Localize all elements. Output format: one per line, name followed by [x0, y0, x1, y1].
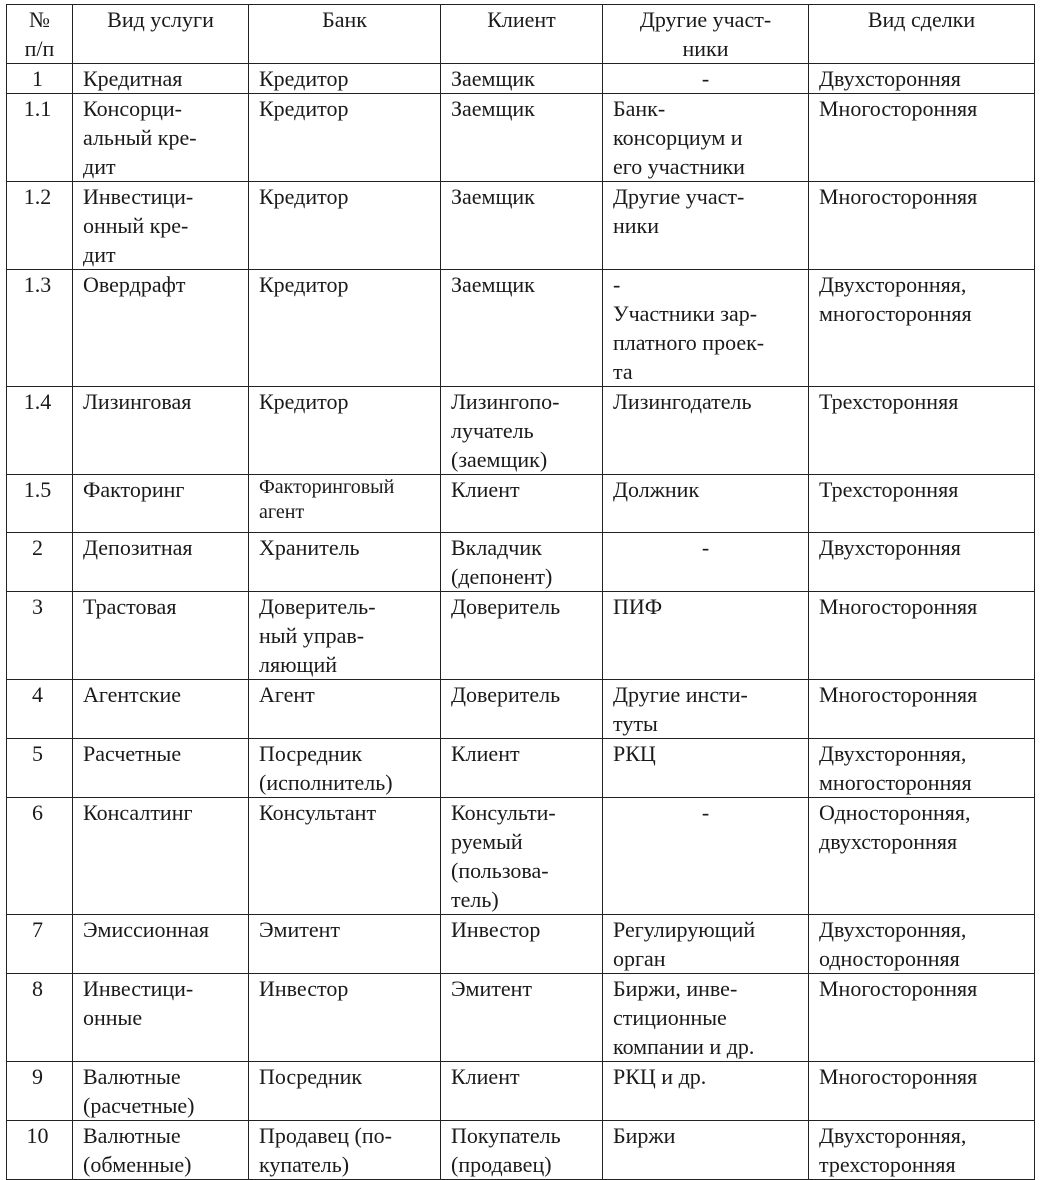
cell-deal: Односторонняя, двухсторонняя: [809, 798, 1035, 915]
cell-num: 1.2: [7, 182, 73, 270]
cell-deal: Многосторонняя: [809, 1062, 1035, 1121]
cell-others: Другие участ- ники: [603, 182, 809, 270]
cell-others: ПИФ: [603, 592, 809, 680]
cell-client: Лизингопо- лучатель (заемщик): [441, 387, 603, 475]
cell-client: Заемщик: [441, 64, 603, 94]
cell-service: Инвестици- онные: [73, 974, 249, 1062]
table-row: [7, 270, 1035, 387]
cell-bank: Продавец (по- купатель): [249, 1121, 441, 1180]
cell-num: 8: [7, 974, 73, 1062]
cell-others: РКЦ и др.: [603, 1062, 809, 1121]
cell-others: Регулирующий орган: [603, 915, 809, 974]
cell-num: 2: [7, 533, 73, 592]
cell-others: Должник: [603, 475, 809, 533]
cell-client: Доверитель: [441, 680, 603, 739]
header-num: № п/п: [7, 5, 73, 64]
cell-others: -: [603, 798, 809, 915]
cell-deal: Многосторонняя: [809, 94, 1035, 182]
cell-deal: Двухсторонняя, односторонняя: [809, 915, 1035, 974]
cell-deal: Многосторонняя: [809, 974, 1035, 1062]
cell-bank: Консультант: [249, 798, 441, 915]
cell-others: -: [603, 533, 809, 592]
cell-others: Банк- консорциум и его участники: [603, 94, 809, 182]
cell-bank: Кредитор: [249, 64, 441, 94]
cell-service: Валютные (обменные): [73, 1121, 249, 1180]
table-row: [7, 680, 1035, 739]
bank-services-table: [6, 4, 1035, 1180]
table-row: [7, 64, 1035, 94]
cell-service: Овердрафт: [73, 270, 249, 387]
cell-others: Другие инсти- туты: [603, 680, 809, 739]
table-row: [7, 94, 1035, 182]
header-service-type: Вид услуги: [73, 5, 249, 64]
cell-num: 1.4: [7, 387, 73, 475]
cell-bank: Кредитор: [249, 387, 441, 475]
cell-deal: Многосторонняя: [809, 182, 1035, 270]
cell-deal: Двухсторонняя: [809, 64, 1035, 94]
cell-deal: Многосторонняя: [809, 680, 1035, 739]
cell-service: Агентские: [73, 680, 249, 739]
cell-deal: Двухсторонняя, многосторонняя: [809, 739, 1035, 798]
cell-others: - Участники зар- платного проек- та: [603, 270, 809, 387]
cell-bank: Доверитель- ный управ- ляющий: [249, 592, 441, 680]
cell-client: Эмитент: [441, 974, 603, 1062]
cell-service: Консалтинг: [73, 798, 249, 915]
cell-num: 1: [7, 64, 73, 94]
table-row: [7, 1062, 1035, 1121]
header-other-participants: Другие участ- ники: [603, 5, 809, 64]
cell-client: Вкладчик (депонент): [441, 533, 603, 592]
cell-deal: Трехсторонняя: [809, 475, 1035, 533]
table-body: [7, 64, 1035, 1180]
cell-deal: Трехсторонняя: [809, 387, 1035, 475]
header-row: [7, 5, 1035, 64]
table-row: [7, 798, 1035, 915]
cell-deal: Многосторонняя: [809, 592, 1035, 680]
table-row: [7, 974, 1035, 1062]
cell-client: Заемщик: [441, 94, 603, 182]
cell-service: Факторинг: [73, 475, 249, 533]
cell-bank: Эмитент: [249, 915, 441, 974]
header-client: Клиент: [441, 5, 603, 64]
cell-num: 10: [7, 1121, 73, 1180]
cell-num: 7: [7, 915, 73, 974]
cell-bank: Кредитор: [249, 94, 441, 182]
cell-service: Лизинговая: [73, 387, 249, 475]
cell-num: 1.3: [7, 270, 73, 387]
cell-num: 1.5: [7, 475, 73, 533]
cell-client: Клиент: [441, 475, 603, 533]
cell-deal: Двухсторонняя, многосторонняя: [809, 270, 1035, 387]
cell-client: Заемщик: [441, 270, 603, 387]
header-bank: Банк: [249, 5, 441, 64]
table-row: [7, 387, 1035, 475]
cell-client: Консульти- руемый (пользова- тель): [441, 798, 603, 915]
table-row: [7, 592, 1035, 680]
cell-client: Покупатель (продавец): [441, 1121, 603, 1180]
cell-bank: Посредник (исполнитель): [249, 739, 441, 798]
cell-client: Доверитель: [441, 592, 603, 680]
cell-service: Депозитная: [73, 533, 249, 592]
cell-num: 6: [7, 798, 73, 915]
cell-service: Эмиссионная: [73, 915, 249, 974]
cell-client: Клиент: [441, 1062, 603, 1121]
table-row: [7, 533, 1035, 592]
table-row: [7, 182, 1035, 270]
cell-client: Клиент: [441, 739, 603, 798]
table-row: [7, 475, 1035, 533]
cell-others: Биржи: [603, 1121, 809, 1180]
cell-client: Заемщик: [441, 182, 603, 270]
cell-deal: Двухсторонняя: [809, 533, 1035, 592]
cell-deal: Двухсторонняя, трехсторонняя: [809, 1121, 1035, 1180]
cell-service: Консорци- альный кре- дит: [73, 94, 249, 182]
cell-bank: Посредник: [249, 1062, 441, 1121]
cell-service: Валютные (расчетные): [73, 1062, 249, 1121]
cell-others: Биржи, инве- стиционные компании и др.: [603, 974, 809, 1062]
table-row: [7, 1121, 1035, 1180]
cell-service: Инвестици- онный кре- дит: [73, 182, 249, 270]
cell-others: -: [603, 64, 809, 94]
cell-bank: Инвестор: [249, 974, 441, 1062]
cell-bank: Хранитель: [249, 533, 441, 592]
cell-num: 5: [7, 739, 73, 798]
table-row: [7, 915, 1035, 974]
header-deal-type: Вид сделки: [809, 5, 1035, 64]
cell-client: Инвестор: [441, 915, 603, 974]
cell-bank: Кредитор: [249, 182, 441, 270]
cell-others: Лизингодатель: [603, 387, 809, 475]
cell-bank: Факторинговый агент: [249, 475, 441, 533]
cell-num: 3: [7, 592, 73, 680]
cell-num: 1.1: [7, 94, 73, 182]
cell-service: Трастовая: [73, 592, 249, 680]
table-row: [7, 739, 1035, 798]
cell-num: 4: [7, 680, 73, 739]
cell-bank: Кредитор: [249, 270, 441, 387]
cell-service: Кредитная: [73, 64, 249, 94]
cell-others: РКЦ: [603, 739, 809, 798]
cell-num: 9: [7, 1062, 73, 1121]
cell-bank: Агент: [249, 680, 441, 739]
cell-service: Расчетные: [73, 739, 249, 798]
table-header: [7, 5, 1035, 64]
